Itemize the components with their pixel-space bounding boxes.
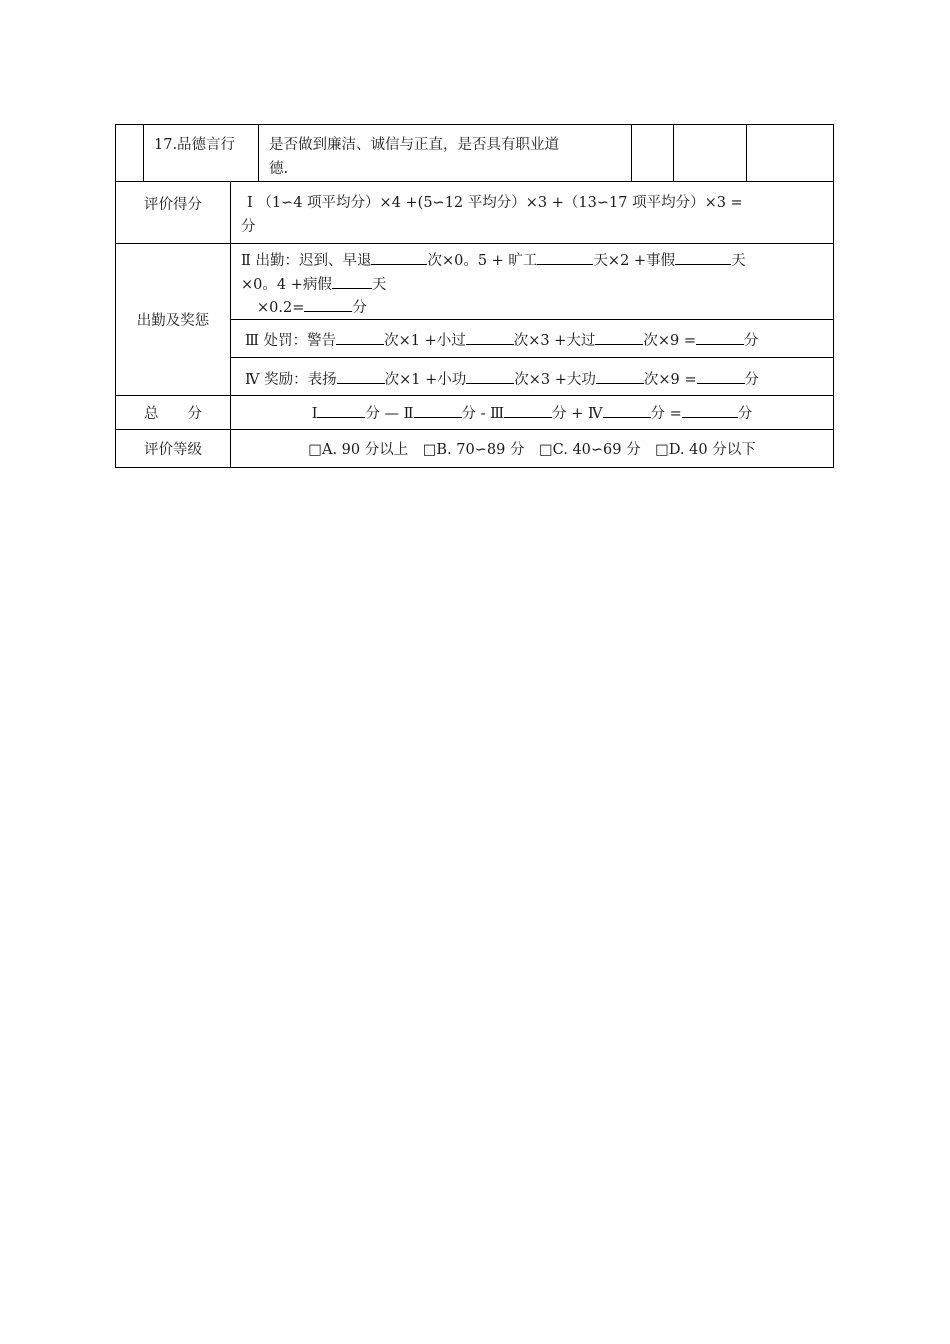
score-cell-a xyxy=(631,124,673,182)
penalty-iii-cell xyxy=(230,320,834,358)
major-merit-blank[interactable] xyxy=(596,369,644,384)
reward-line xyxy=(245,368,759,389)
description-line-1: 是否做到廉洁、诚信与正直，是否具有职业道 xyxy=(269,137,559,153)
warning-blank[interactable] xyxy=(336,330,384,345)
score-cell-c xyxy=(746,124,834,182)
total-score-unit: 分 xyxy=(737,406,753,422)
attendance-label-cell xyxy=(115,244,230,396)
attendance-ii-line-1 xyxy=(241,249,746,270)
attendance-ii-line-2 xyxy=(241,273,386,294)
total-iv-blank[interactable] xyxy=(603,403,651,418)
praise-blank[interactable] xyxy=(337,369,385,384)
penalty-major-text: 次×3 +大过 xyxy=(513,333,596,349)
total-row xyxy=(115,396,834,430)
score-label-cell xyxy=(115,182,230,244)
penalty-score-unit: 分 xyxy=(744,333,759,349)
total-i-blank[interactable] xyxy=(317,403,365,418)
total-ii-text: 分 — Ⅱ xyxy=(365,406,414,422)
total-ii-blank[interactable] xyxy=(414,403,462,418)
reward-major-merit-text: 次×3 +大功 xyxy=(514,372,596,388)
description-cell xyxy=(258,124,631,182)
total-iii-blank[interactable] xyxy=(504,403,552,418)
major-demerit-blank[interactable] xyxy=(595,330,643,345)
score-cell-b xyxy=(673,124,746,182)
grade-label: 评价等级 xyxy=(144,442,202,458)
attendance-sick-day-unit: 天 xyxy=(371,277,387,293)
penalty-line xyxy=(245,329,759,350)
total-i-text: Ⅰ xyxy=(311,406,318,422)
sick-leave-blank[interactable] xyxy=(332,274,372,289)
total-formula xyxy=(312,402,753,423)
grade-label-cell xyxy=(115,430,230,468)
attendance-section xyxy=(115,244,834,396)
reward-multiplier-text: 次×9 = xyxy=(643,372,697,388)
score-formula-line-1: Ⅰ （1∽4 项平均分）×4 +(5∽12 平均分）×3 +（13∽17 项平均分）×3 = xyxy=(247,195,743,211)
attendance-lateness-text: Ⅱ 出勤：迟到、早退 xyxy=(241,253,372,269)
absence-blank[interactable] xyxy=(537,250,593,265)
attendance-day-unit: 天 xyxy=(731,253,746,269)
attendance-score-unit: 分 xyxy=(352,300,367,316)
minor-demerit-blank[interactable] xyxy=(466,330,514,345)
score-formula-line-2: 分 xyxy=(241,219,256,235)
total-iv-text: 分 + Ⅳ xyxy=(552,406,603,422)
penalty-result-blank[interactable] xyxy=(696,330,744,345)
reward-score-unit: 分 xyxy=(744,372,760,388)
penalty-minor-text: 次×1 +小过 xyxy=(384,333,466,349)
score-formula-cell xyxy=(230,182,834,244)
total-equals-text: 分 = xyxy=(650,406,682,422)
table-row-17 xyxy=(115,124,834,182)
total-label-cell xyxy=(115,396,230,430)
attendance-ii-cell xyxy=(230,244,834,320)
reward-iv-cell xyxy=(230,358,834,396)
penalty-warning-text: Ⅲ 处罚：警告 xyxy=(245,333,337,349)
total-formula-cell xyxy=(230,396,834,430)
index-cell xyxy=(115,124,143,182)
item-name: 17.品德言行 xyxy=(154,137,236,153)
penalty-multiplier-text: 次×9 = xyxy=(643,333,697,349)
attendance-multiplier-text: ×0.2= xyxy=(257,300,305,316)
attendance-label: 出勤及奖惩 xyxy=(136,313,210,329)
reward-praise-text: Ⅳ 奖励：表扬 xyxy=(245,372,337,388)
grade-options-cell xyxy=(230,430,834,468)
attendance-personal-leave-text: 天×2 +事假 xyxy=(593,253,676,269)
reward-minor-merit-text: 次×1 +小功 xyxy=(384,372,467,388)
grade-options[interactable]: □A. 90 分以上 □B. 70∽89 分 □C. 40∽69 分 □D. 40 分以下 xyxy=(308,442,756,458)
score-row xyxy=(115,182,834,244)
lateness-blank[interactable] xyxy=(371,250,427,265)
attendance-sick-leave-text: ×0。4 +病假 xyxy=(241,277,332,293)
description-line-2: 德. xyxy=(269,161,289,177)
reward-result-blank[interactable] xyxy=(697,369,745,384)
score-label: 评价得分 xyxy=(144,197,202,213)
total-iii-text: 分 - Ⅲ xyxy=(461,406,505,422)
personal-leave-blank[interactable] xyxy=(675,250,731,265)
attendance-ii-line-3 xyxy=(257,296,367,317)
attendance-result-blank[interactable] xyxy=(304,297,352,312)
item-cell xyxy=(143,124,258,182)
minor-merit-blank[interactable] xyxy=(466,369,514,384)
total-label: 总 分 xyxy=(144,406,202,422)
attendance-absence-text: 次×0。5 + 旷工 xyxy=(427,253,538,269)
grade-row xyxy=(115,430,834,468)
total-result-blank[interactable] xyxy=(682,403,738,418)
